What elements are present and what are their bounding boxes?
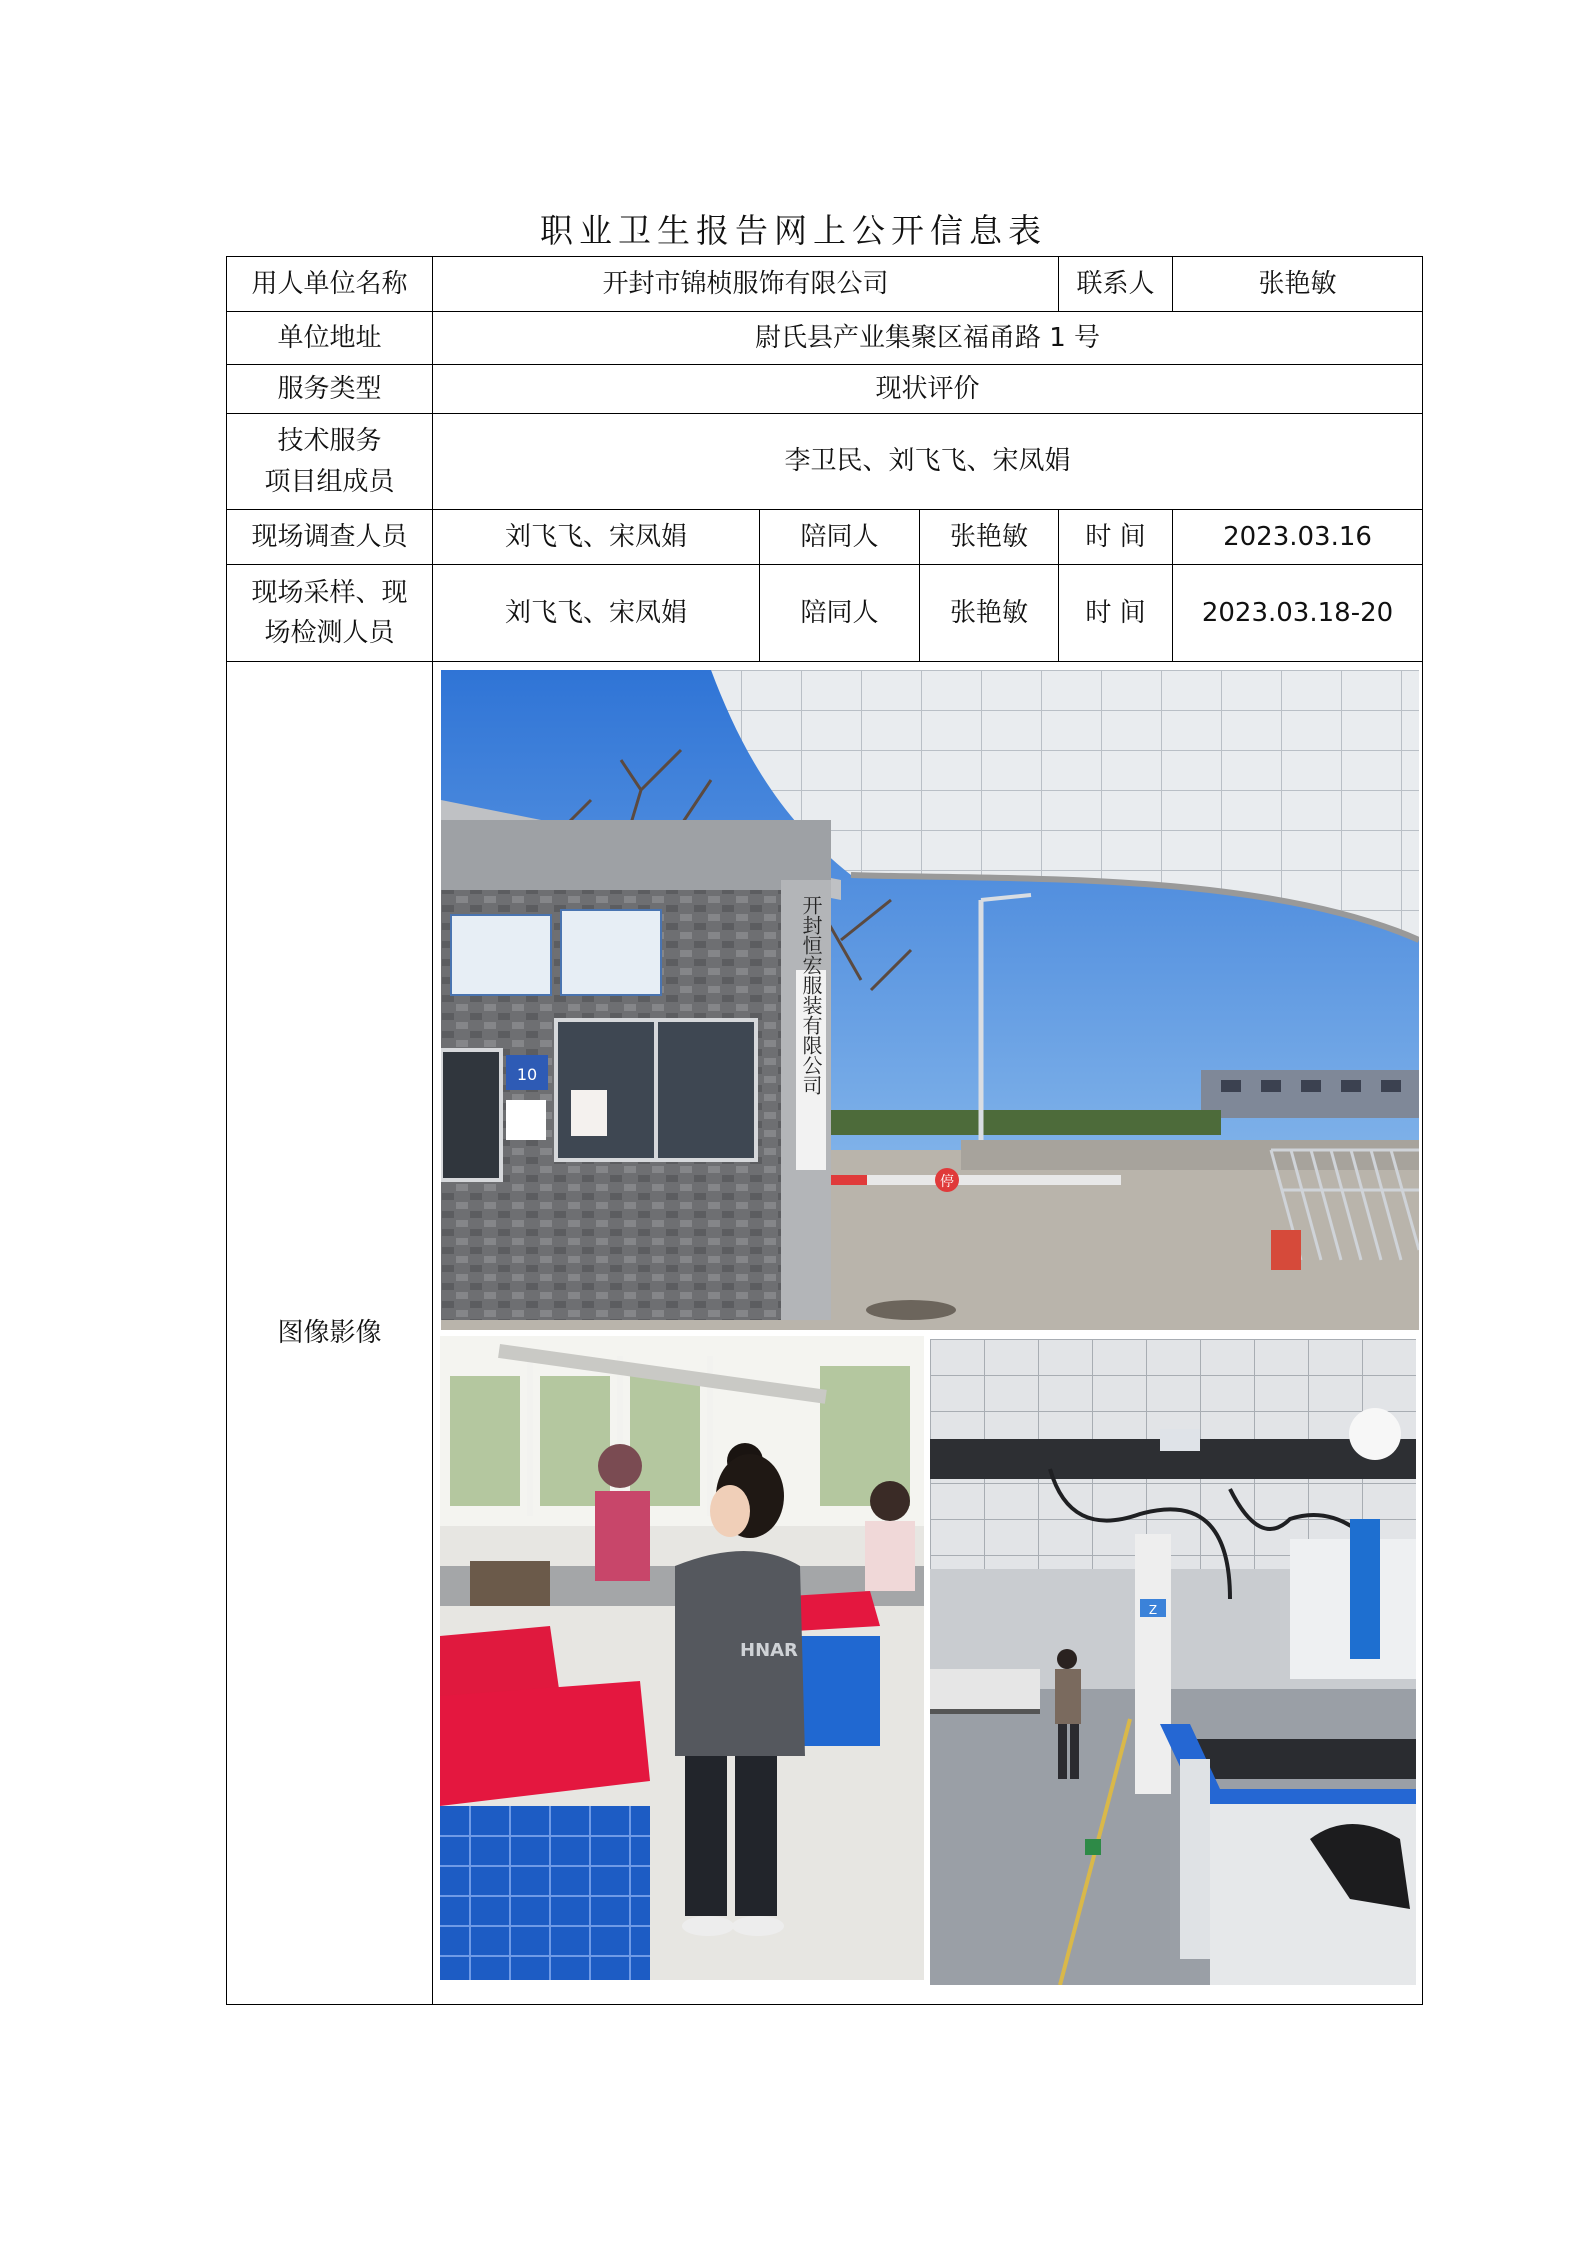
survey-escort-label: 陪同人: [760, 510, 920, 565]
service-label: 服务类型: [227, 365, 433, 414]
queue-counter: 10: [516, 1064, 538, 1084]
photo-factory-gate: [441, 670, 1419, 1330]
row-team: [227, 414, 1423, 510]
row-images: [227, 662, 1423, 2005]
survey-time-label: 时 间: [1059, 510, 1173, 565]
images-label: 图像影像: [227, 662, 433, 2005]
contact-label: 联系人: [1059, 257, 1173, 312]
sampling-label: [227, 565, 433, 662]
vest-text: HNAR: [740, 1639, 798, 1661]
service-value: 现状评价: [433, 365, 1423, 414]
employer-value: 开封市锦桢服饰有限公司: [433, 257, 1059, 312]
sampling-escort: 张艳敏: [920, 565, 1059, 662]
info-table: [226, 256, 1423, 2005]
address-label: 单位地址: [227, 312, 433, 365]
row-survey: [227, 510, 1423, 565]
sampling-time-label: 时 间: [1059, 565, 1173, 662]
survey-people: 刘飞飞、宋凤娟: [433, 510, 760, 565]
barrier-sign: 停: [940, 1173, 954, 1190]
sampling-people: 刘飞飞、宋凤娟: [433, 565, 760, 662]
photo-cutting-workshop: [930, 1339, 1416, 1985]
images-cell: [433, 662, 1423, 2005]
survey-escort: 张艳敏: [920, 510, 1059, 565]
address-value: 尉氏县产业集聚区福甬路 1 号: [433, 312, 1423, 365]
company-sign: 开封恒宏服装有限公司: [799, 894, 823, 1095]
survey-date: 2023.03.16: [1173, 510, 1423, 565]
document-title: 职业卫生报告网上公开信息表: [540, 211, 1047, 250]
contact-value: 张艳敏: [1173, 257, 1423, 312]
survey-label: 现场调查人员: [227, 510, 433, 565]
team-label: [227, 414, 433, 510]
team-label-line-1: 技术服务: [277, 426, 382, 457]
team-value: 李卫民、刘飞飞、宋凤娟: [433, 414, 1423, 510]
row-employer: [227, 257, 1423, 312]
row-sampling: [227, 565, 1423, 662]
sampling-date: 2023.03.18-20: [1173, 565, 1423, 662]
row-service: [227, 365, 1423, 414]
team-label-line-2: 项目组成员: [264, 466, 395, 497]
employer-label: 用人单位名称: [227, 257, 433, 312]
photo-sewing-workers: [440, 1336, 924, 1980]
row-address: [227, 312, 1423, 365]
sampling-label-line-1: 现场采样、现: [251, 577, 408, 608]
sampling-label-line-2: 场检测人员: [264, 618, 395, 648]
machine-label: Z: [1148, 1602, 1158, 1617]
sampling-escort-label: 陪同人: [760, 565, 920, 662]
